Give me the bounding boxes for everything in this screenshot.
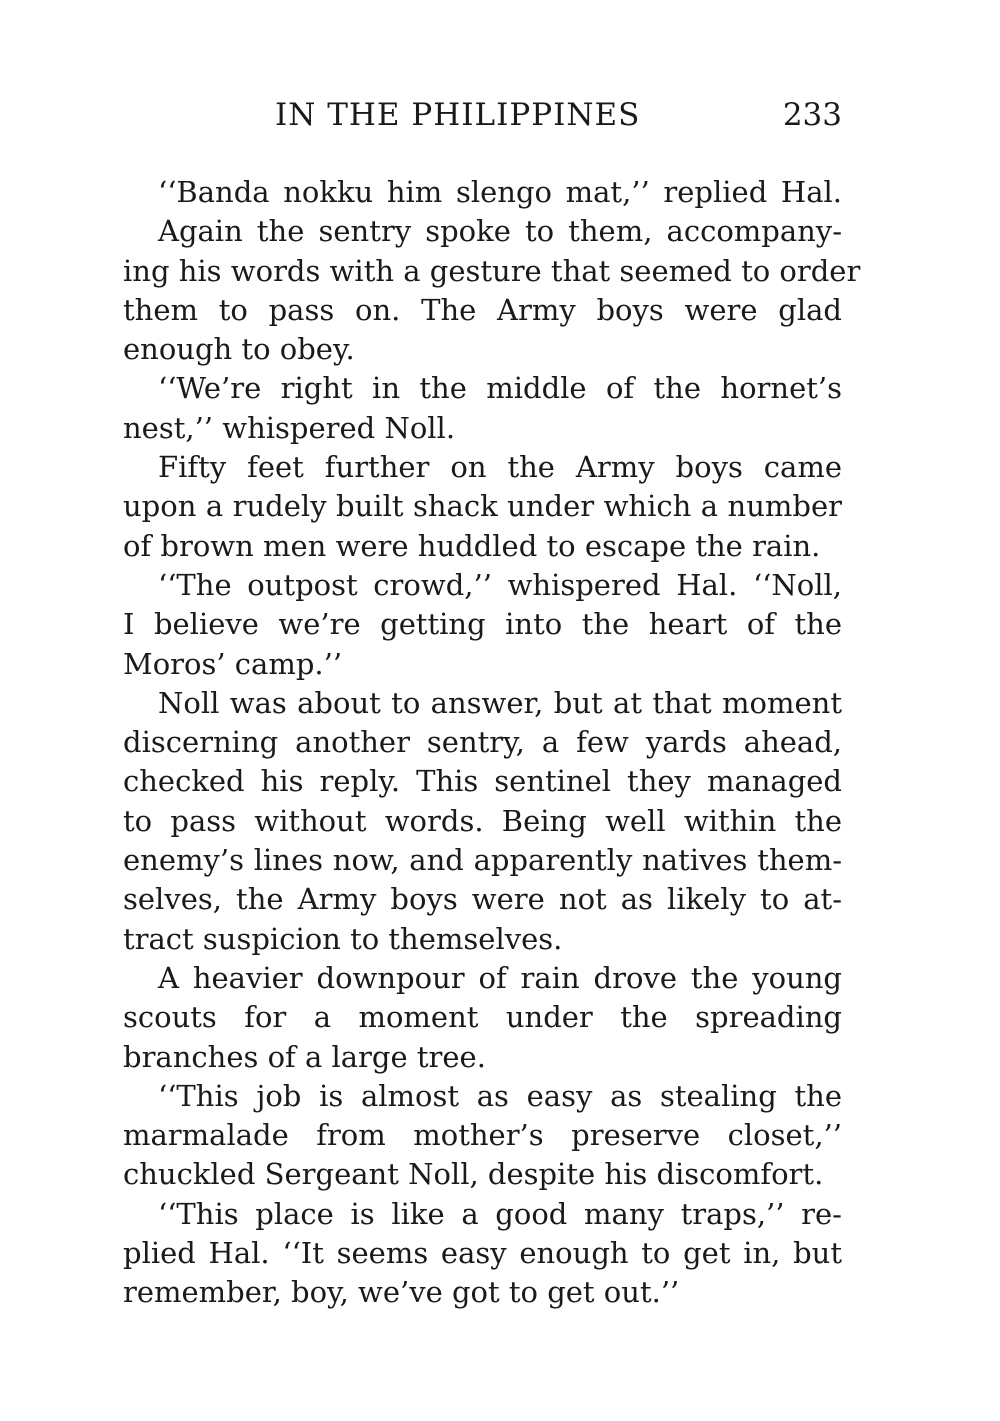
- text-line: Again the sentry spoke to them, accompany-: [158, 214, 842, 249]
- text-line: ‘‘This place is like a good many traps,’’ re-: [158, 1196, 842, 1231]
- chapter-title: IN THE PHILIPPINES: [275, 97, 641, 133]
- paragraph-2: [123, 212, 861, 369]
- text-line: of brown men were huddled to escape the rain.: [123, 528, 821, 563]
- text-line: A heavier downpour of rain drove the young: [158, 960, 842, 995]
- text-line: enough to obey.: [123, 332, 355, 367]
- text-line: tract suspicion to themselves.: [123, 921, 563, 956]
- text-line: scouts for a moment under the spreading: [123, 1000, 842, 1035]
- text-line: nest,’’ whispered Noll.: [123, 410, 456, 445]
- paragraph-3: [123, 369, 842, 448]
- text-line: plied Hal. ‘‘It seems easy enough to get in, but: [123, 1236, 842, 1271]
- text-line: branches of a large tree.: [123, 1039, 486, 1074]
- paragraph-7: [123, 959, 842, 1077]
- text-line: I believe we’re getting into the heart of the: [123, 607, 842, 642]
- text-line: checked his reply. This sentinel they managed: [123, 764, 842, 799]
- text-line: chuckled Sergeant Noll, despite his discomfort.: [123, 1157, 824, 1192]
- text-line: discerning another sentry, a few yards ahead,: [123, 725, 842, 760]
- paragraph-1: [123, 173, 842, 212]
- page-number: 233: [782, 97, 842, 133]
- paragraph-6: [123, 684, 842, 959]
- text-line: Fifty feet further on the Army boys came: [158, 450, 842, 485]
- text-line: ing his words with a gesture that seemed to order: [123, 253, 861, 288]
- running-head: [123, 92, 842, 138]
- paragraph-9: [123, 1195, 842, 1313]
- text-line: ‘‘Banda nokku him slengo mat,’’ replied Hal.: [158, 175, 842, 209]
- body-text: [123, 173, 861, 1313]
- text-line: to pass without words. Being well within the: [123, 803, 842, 838]
- text-line: marmalade from mother’s preserve closet,’’: [123, 1118, 842, 1153]
- text-line: selves, the Army boys were not as likely to at-: [123, 882, 842, 917]
- paragraph-5: [123, 566, 842, 684]
- text-line: Moros’ camp.’’: [123, 646, 343, 681]
- text-line: ‘‘We’re right in the middle of the hornet’s: [158, 371, 842, 406]
- text-line: remember, boy, we’ve got to get out.’’: [123, 1275, 680, 1310]
- text-line: them to pass on. The Army boys were glad: [123, 292, 842, 327]
- text-line: enemy’s lines now, and apparently natives them-: [123, 843, 842, 878]
- paragraph-8: [123, 1077, 842, 1195]
- text-line: ‘‘This job is almost as easy as stealing the: [158, 1078, 842, 1113]
- paragraph-4: [123, 448, 842, 566]
- text-line: ‘‘The outpost crowd,’’ whispered Hal. ‘‘Noll,: [158, 567, 842, 602]
- text-line: Noll was about to answer, but at that moment: [158, 685, 842, 720]
- text-line: upon a rudely built shack under which a number: [123, 489, 842, 524]
